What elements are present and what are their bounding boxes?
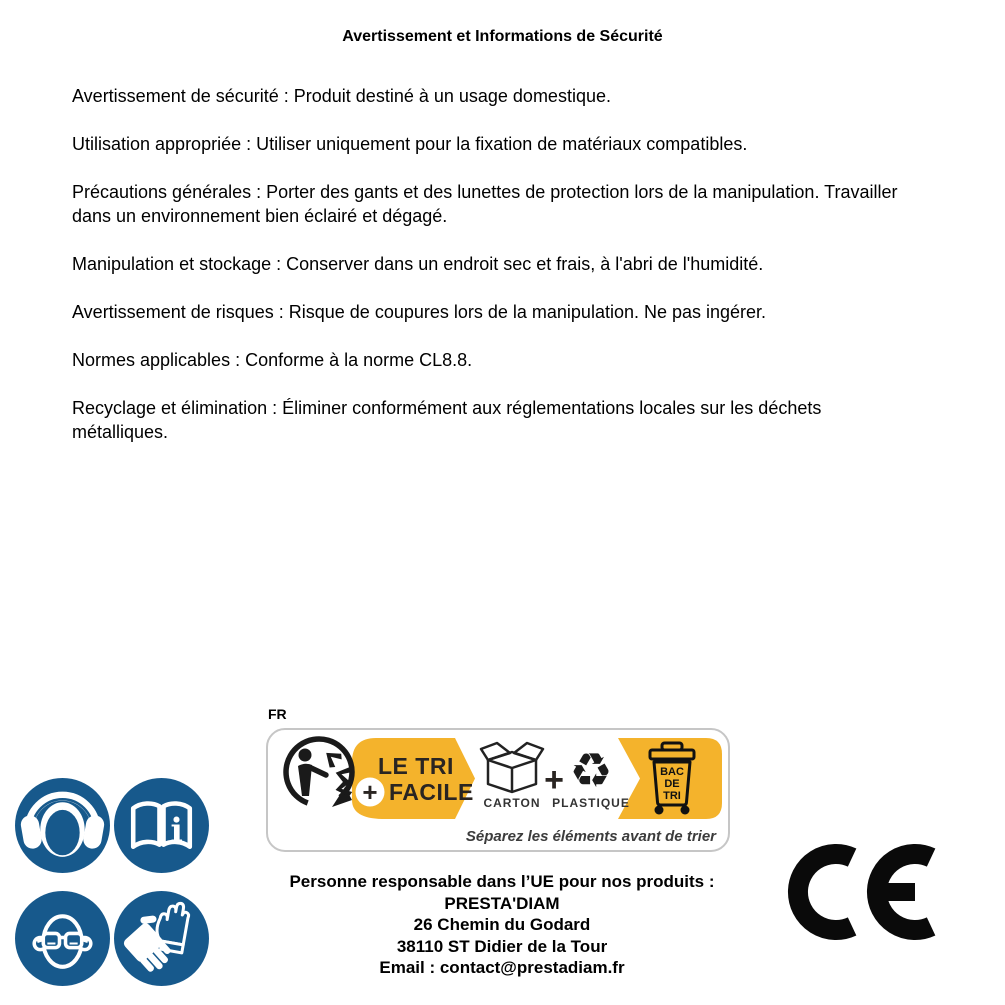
safety-paragraph: Précautions générales : Porter des gants et des lunettes de protection lors de la manipulation. Travailler dans un environnement bien éclairé et dégagé. (72, 182, 898, 226)
company-address-line: 38110 ST Didier de la Tour (396, 936, 608, 956)
read-instruction-manual-icon (113, 777, 210, 874)
safety-paragraph: Avertissement de risques : Risque de coupures lors de la manipulation. Ne pas ingérer. (72, 302, 767, 322)
sorting-instruction: Séparez les éléments avant de trier (465, 828, 716, 845)
materials-separator: + (544, 761, 564, 799)
company-name: PRESTA'DIAM (444, 893, 560, 913)
safety-paragraph: Manipulation et stockage : Conserver dans un endroit sec et frais, à l'abri de l'humidité. (72, 254, 764, 274)
company-email: Email : contact@prestadiam.fr (379, 958, 625, 977)
country-code-label: FR (268, 706, 287, 722)
recycling-loop-icon: ♻ (569, 743, 613, 799)
bin-word2: DE (664, 778, 680, 790)
page-title: Avertissement et Informations de Sécurité (342, 28, 663, 45)
ce-conformity-icon (787, 842, 947, 942)
responsible-person-block (152, 871, 852, 979)
safety-paragraph: Normes applicables : Conforme à la norme CL8.8. (72, 350, 473, 370)
info-tri-recycling-label (266, 706, 730, 857)
brand-line1: LE TRI (378, 753, 454, 779)
svg-text:i: i (170, 811, 183, 850)
safety-paragraphs (72, 84, 922, 468)
wear-eye-protection-icon (14, 890, 111, 987)
safety-paragraph: Utilisation appropriée : Utiliser uniquement pour la fixation de matériaux compatibles. (72, 134, 748, 154)
safety-paragraph: Avertissement de sécurité : Produit destiné à un usage domestique. (72, 86, 611, 106)
wear-ear-protection-icon (14, 777, 111, 874)
ce-marking (787, 842, 947, 947)
brand-line2: FACILE (389, 779, 474, 805)
material-right-label: PLASTIQUE (552, 796, 630, 810)
info-tri-graphic (266, 728, 730, 852)
bin-word3: TRI (663, 790, 681, 802)
brand-plus: + (362, 777, 378, 807)
responsible-person-line: Personne responsable dans l’UE pour nos produits : (289, 872, 715, 891)
company-address-line: 26 Chemin du Godard (413, 915, 591, 934)
safety-paragraph: Recyclage et élimination : Éliminer conformément aux réglementations locales sur les déchets métalliques. (72, 398, 822, 442)
material-left-label: CARTON (483, 796, 541, 810)
bin-word1: BAC (660, 766, 684, 778)
